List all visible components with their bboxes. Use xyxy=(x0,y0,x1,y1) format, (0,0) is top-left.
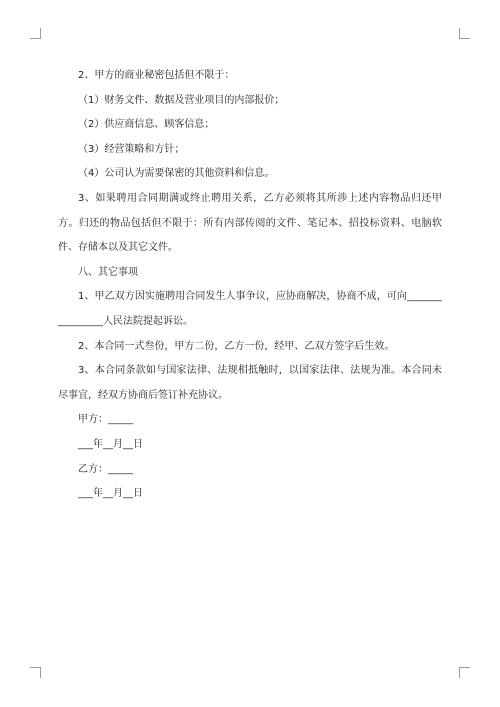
trade-secret-clause: 2、甲方的商业秘密包括但不限于： xyxy=(78,70,235,81)
party-a-date: ___年__月__日 xyxy=(78,438,143,450)
party-b-signature: 乙方：_____ xyxy=(78,463,133,475)
law-precedence-clause: 3、本合同条款如与国家法律、法规相抵触时，以国家法律、法规为准。本合同未尽事宜，经双方协商后签订补充协议。 xyxy=(58,365,442,401)
dispute-clause: 1、甲乙双方因实施聘用合同发生人事争议，应协商解决，协商不成，可向________________人民法院提起诉讼。 xyxy=(58,291,442,327)
crop-mark-top-left xyxy=(30,28,41,39)
trade-secret-item-4: （4）公司认为需要保密的其他资料和信息。 xyxy=(78,168,275,180)
crop-mark-bottom-left xyxy=(30,667,41,678)
section-heading-other-matters: 八、其它事项 xyxy=(78,266,138,278)
trade-secret-item-1: （1）财务文件、数据及营业项目的内部报价； xyxy=(78,94,285,106)
crop-mark-bottom-right xyxy=(459,667,470,678)
party-a-signature: 甲方：_____ xyxy=(78,414,133,426)
party-b-date: ___年__月__日 xyxy=(78,488,143,500)
copies-clause: 2、本合同一式叁份，甲方二份，乙方一份，经甲、乙双方签字后生效。 xyxy=(78,340,395,352)
trade-secret-item-2: （2）供应商信息、顾客信息； xyxy=(78,119,215,131)
crop-mark-top-right xyxy=(459,28,470,39)
document-body xyxy=(58,64,442,507)
return-of-items-clause: 3、如果聘用合同期满或终止聘用关系，乙方必须将其所涉上述内容物品归还甲方。归还的物品包括但不限于：所有内部传阅的文件、笔记本、招投标资料、电脑软件、存储本以及其它文件。 xyxy=(58,192,442,254)
trade-secret-item-3: （3）经营策略和方针； xyxy=(78,143,185,155)
